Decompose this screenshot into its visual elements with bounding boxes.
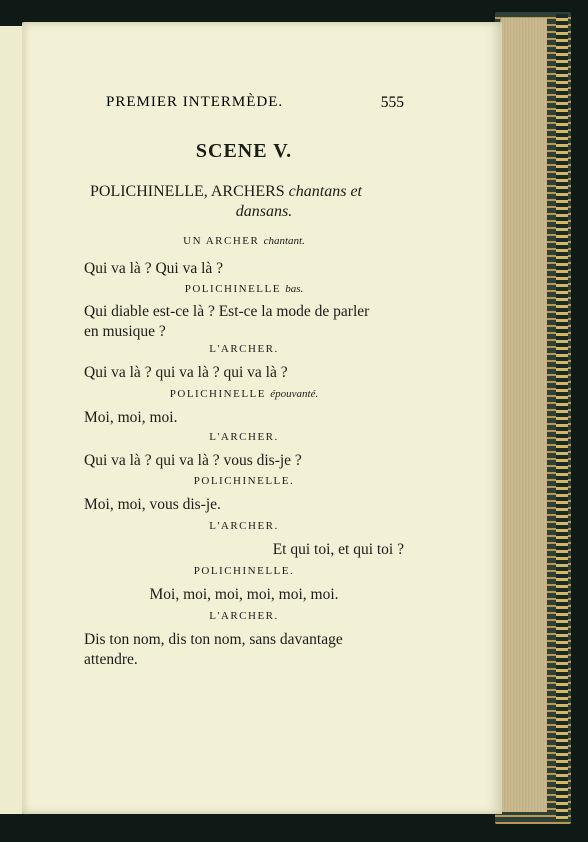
cast-direction-1: chantans et (288, 183, 362, 200)
cast-line-1 (84, 182, 404, 202)
speaker-label (84, 565, 404, 577)
speaker-label (84, 235, 404, 247)
speaker-name: L'ARCHER. (209, 520, 279, 532)
speaker-label (84, 388, 404, 400)
left-page-edge (0, 26, 23, 814)
cast-list (84, 182, 404, 222)
dialogue-line: Qui va là ? qui va là ? vous dis-je ? (84, 452, 302, 469)
dialogue-line: attendre. (84, 651, 138, 668)
cast-names: POLICHINELLE, ARCHERS (90, 183, 285, 200)
speaker-label (84, 343, 404, 355)
speaker-name: POLICHINELLE (184, 283, 281, 295)
dialogue-line: Qui diable est-ce là ? Est-ce la mode de parler (84, 303, 370, 320)
dialogue-line: Qui va là ? Qui va là ? (84, 260, 224, 277)
dialogue-line: Moi, moi, moi. (84, 409, 178, 426)
dialogue-line: Moi, moi, vous dis-je. (84, 496, 221, 513)
dialogue-line: Qui va là ? qui va là ? qui va là ? (84, 364, 288, 381)
speaker-name: UN ARCHER (183, 235, 260, 247)
page-number: 555 (380, 94, 404, 111)
speaker-name: L'ARCHER. (209, 610, 279, 622)
speaker-name: POLICHINELLE. (193, 565, 295, 577)
dialogue-line: Moi, moi, moi, moi, moi, moi. (149, 586, 339, 603)
running-title: PREMIER INTERMÈDE. (106, 94, 284, 110)
cast-direction-2: dansans. (235, 203, 293, 220)
stage-direction: épouvanté. (270, 388, 319, 400)
cover-spine-decoration (556, 14, 568, 820)
stage-direction: bas. (285, 283, 304, 295)
speaker-label (84, 520, 404, 532)
scene-title: SCENE V. (195, 140, 293, 162)
dialogue-line: Dis ton nom, dis ton nom, sans davantage (84, 631, 343, 648)
dialogue-line: en musique ? (84, 323, 166, 340)
speaker-name: POLICHINELLE. (193, 475, 295, 487)
speaker-name: L'ARCHER. (209, 431, 279, 443)
speaker-name: L'ARCHER. (209, 343, 279, 355)
dialogue-line: Et qui toi, et qui toi ? (272, 541, 404, 558)
speaker-name: POLICHINELLE (169, 388, 266, 400)
stage-direction: chantant. (263, 235, 305, 247)
speaker-label (84, 610, 404, 622)
speaker-label (84, 283, 404, 295)
page-edges (500, 18, 547, 812)
speaker-label (84, 475, 404, 487)
speaker-label (84, 431, 404, 443)
book-page (22, 22, 502, 814)
